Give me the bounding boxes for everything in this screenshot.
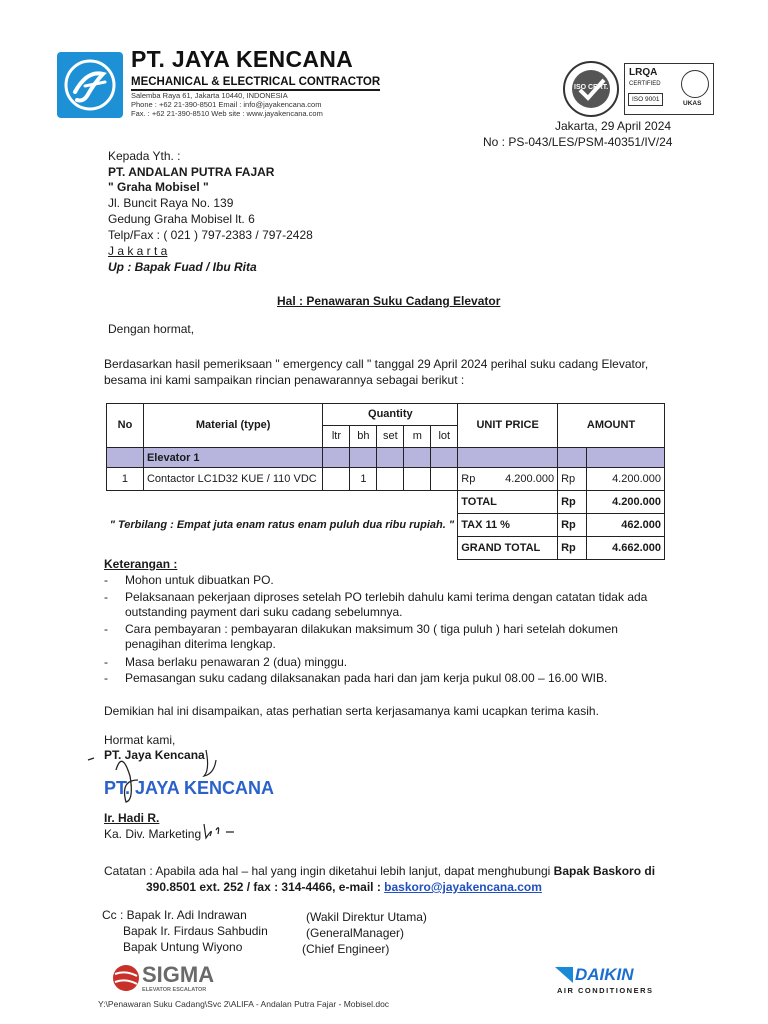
letter-date: Jakarta, 29 April 2024 xyxy=(555,119,672,133)
row-no: 1 xyxy=(107,468,144,491)
tax-label: TAX 11 % xyxy=(458,514,558,537)
company-fax: Fax. : +62 21-390-8510 Web site : www.jayakencana.com xyxy=(131,109,323,118)
header-no: No xyxy=(107,404,144,448)
note-text: Masa berlaku penawaran 2 (dua) minggu. xyxy=(125,655,348,669)
signature-scribble xyxy=(86,740,246,810)
initial-scribble xyxy=(200,822,240,840)
header-quantity: Quantity xyxy=(323,404,458,426)
row-amount: 4.200.000 xyxy=(587,468,665,491)
contact-email-link[interactable]: baskoro@jayakencana.com xyxy=(384,880,542,894)
cc-role: (Wakil Direktur Utama) xyxy=(306,910,427,924)
iso-cert-seal xyxy=(562,60,620,118)
notes-title: Keterangan : xyxy=(104,557,178,571)
sigma-globe-icon xyxy=(112,964,140,992)
signer-name: Ir. Hadi R. xyxy=(104,811,160,825)
salutation: Dengan hormat, xyxy=(108,322,195,336)
daikin-mark-icon xyxy=(555,967,573,983)
recipient-telfax: Telp/Fax : ( 021 ) 797-2383 / 797-2428 xyxy=(108,228,313,242)
note-text: Pemasangan suku cadang dilaksanakan pada hari dan jam kerja pukul 08.00 – 16.00 WIB. xyxy=(125,671,608,685)
letter-subject: Hal : Penawaran Suku Cadang Elevator xyxy=(277,294,501,308)
recipient-company: PT. ANDALAN PUTRA FAJAR xyxy=(108,165,275,179)
grand-total-cur: Rp xyxy=(558,537,587,560)
company-address: Salemba Raya 61, Jakarta 10440, INDONESIA xyxy=(131,91,288,100)
signer-title: Ka. Div. Marketing xyxy=(104,827,202,841)
intro-line-1: Berdasarkan hasil pemeriksaan " emergency call " tanggal 29 April 2024 perihal suku cadang Elevator, xyxy=(104,357,649,371)
header-unit-m: m xyxy=(404,425,431,447)
cc-role: (GeneralManager) xyxy=(306,926,405,940)
header-amount: AMOUNT xyxy=(558,404,665,448)
header-unit-lot: lot xyxy=(431,425,458,447)
company-name: PT. JAYA KENCANA xyxy=(131,46,354,72)
closing-text: Demikian hal ini disampaikan, atas perhatian serta kerjasamanya kami ucapkan terima kasih. xyxy=(104,704,599,718)
recipient-city: J a k a r t a xyxy=(108,244,168,258)
recipient-building: " Graha Mobisel " xyxy=(108,180,209,194)
company-subtitle: MECHANICAL & ELECTRICAL CONTRACTOR xyxy=(131,76,380,91)
grand-total-value: 4.662.000 xyxy=(587,537,665,560)
ukas-crown-icon xyxy=(681,70,709,98)
note-text: Mohon untuk dibuatkan PO. xyxy=(125,573,274,587)
sigma-subtext: ELEVATOR ESCALATOR xyxy=(142,987,207,993)
lrqa-certified: CERTIFIED xyxy=(629,81,661,87)
lrqa-iso: ISO 9001 xyxy=(628,93,663,106)
header-unit-set: set xyxy=(377,425,404,447)
cert-seal-label: ISO CERT. xyxy=(574,84,609,91)
tax-cur: Rp xyxy=(558,514,587,537)
note-text: Cara pembayaran : pembayaran dilakukan maksimum 30 ( tiga puluh ) hari setelah dokumen penagihan diterima lengkap. xyxy=(125,622,618,651)
cc-name: Bapak Ir. Firdaus Sahbudin xyxy=(123,924,268,938)
row-amount-cur: Rp xyxy=(558,468,587,491)
sigma-text: SIGMA xyxy=(142,962,215,987)
header-unit-price: UNIT PRICE xyxy=(458,404,558,448)
reference-number: No : PS-043/LES/PSM-40351/IV/24 xyxy=(483,135,673,149)
row-unit-price-cur: Rp xyxy=(461,473,476,486)
sign-company: PT. Jaya Kencana xyxy=(104,748,205,762)
row-qty-bh: 1 xyxy=(350,468,377,491)
lrqa-title: LRQA xyxy=(629,67,658,78)
header-unit-ltr: ltr xyxy=(323,425,350,447)
header-unit-bh: bh xyxy=(350,425,377,447)
company-logo xyxy=(57,52,123,118)
note-text: Pelaksanaan pekerjaan diproses setelah PO terlebih dahulu kami terima dengan catatan tidak ada outstanding payment dari suku cadang sebelumnya. xyxy=(125,590,648,619)
cc-name: Bapak Untung Wiyono xyxy=(123,940,243,954)
catatan-line-2: 390.8501 ext. 252 / fax : 314-4466, e-mail : baskoro@jayakencana.com xyxy=(146,880,542,894)
company-phone: Phone : +62 21-390-8501 Email : info@jayakencana.com xyxy=(131,100,322,109)
ukas-label: UKAS xyxy=(683,100,702,107)
regards: Hormat kami, xyxy=(104,733,176,747)
company-stamp: PT. JAYA KENCANA xyxy=(104,778,275,798)
intro-line-2: besama ini kami sampaikan rincian penawarannya sebagai berikut : xyxy=(104,373,465,387)
table-row xyxy=(107,468,665,491)
group-row xyxy=(107,447,665,468)
cc-name: Cc : Bapak Ir. Adi Indrawan xyxy=(102,908,247,922)
lrqa-badge xyxy=(624,63,714,115)
recipient-street: Jl. Buncit Raya No. 139 xyxy=(108,196,234,210)
quotation-table xyxy=(106,403,665,560)
daikin-text: DAIKIN xyxy=(575,965,634,984)
tax-value: 462.000 xyxy=(587,514,665,537)
group-label: Elevator 1 xyxy=(143,447,323,468)
total-label: TOTAL xyxy=(458,491,558,514)
jk-logo-icon xyxy=(57,52,123,118)
row-unit-price-value: 4.200.000 xyxy=(505,473,555,486)
row-unit-price xyxy=(458,468,558,491)
header-material: Material (type) xyxy=(143,404,323,448)
daikin-subtext: AIR CONDITIONERS xyxy=(557,986,654,995)
recipient-attention: Up : Bapak Fuad / Ibu Rita xyxy=(108,260,257,274)
grand-total-label: GRAND TOTAL xyxy=(458,537,558,560)
row-material: Contactor LC1D32 KUE / 110 VDC xyxy=(143,468,323,491)
total-cur: Rp xyxy=(558,491,587,514)
total-value: 4.200.000 xyxy=(587,491,665,514)
terbilang: " Terbilang : Empat juta enam ratus enam puluh dua ribu rupiah. " xyxy=(107,491,458,560)
catatan-line-1: Catatan : Apabila ada hal – hal yang ingin diketahui lebih lanjut, dapat menghubungi Bapak Baskoro di xyxy=(104,864,656,878)
cc-role: (Chief Engineer) xyxy=(302,942,390,956)
recipient-floor: Gedung Graha Mobisel lt. 6 xyxy=(108,212,255,226)
recipient-greeting: Kepada Yth. : xyxy=(108,149,181,163)
file-path: Y:\Penawaran Suku Cadang\Svc 2\ALIFA - Andalan Putra Fajar - Mobisel.doc xyxy=(98,999,390,1009)
